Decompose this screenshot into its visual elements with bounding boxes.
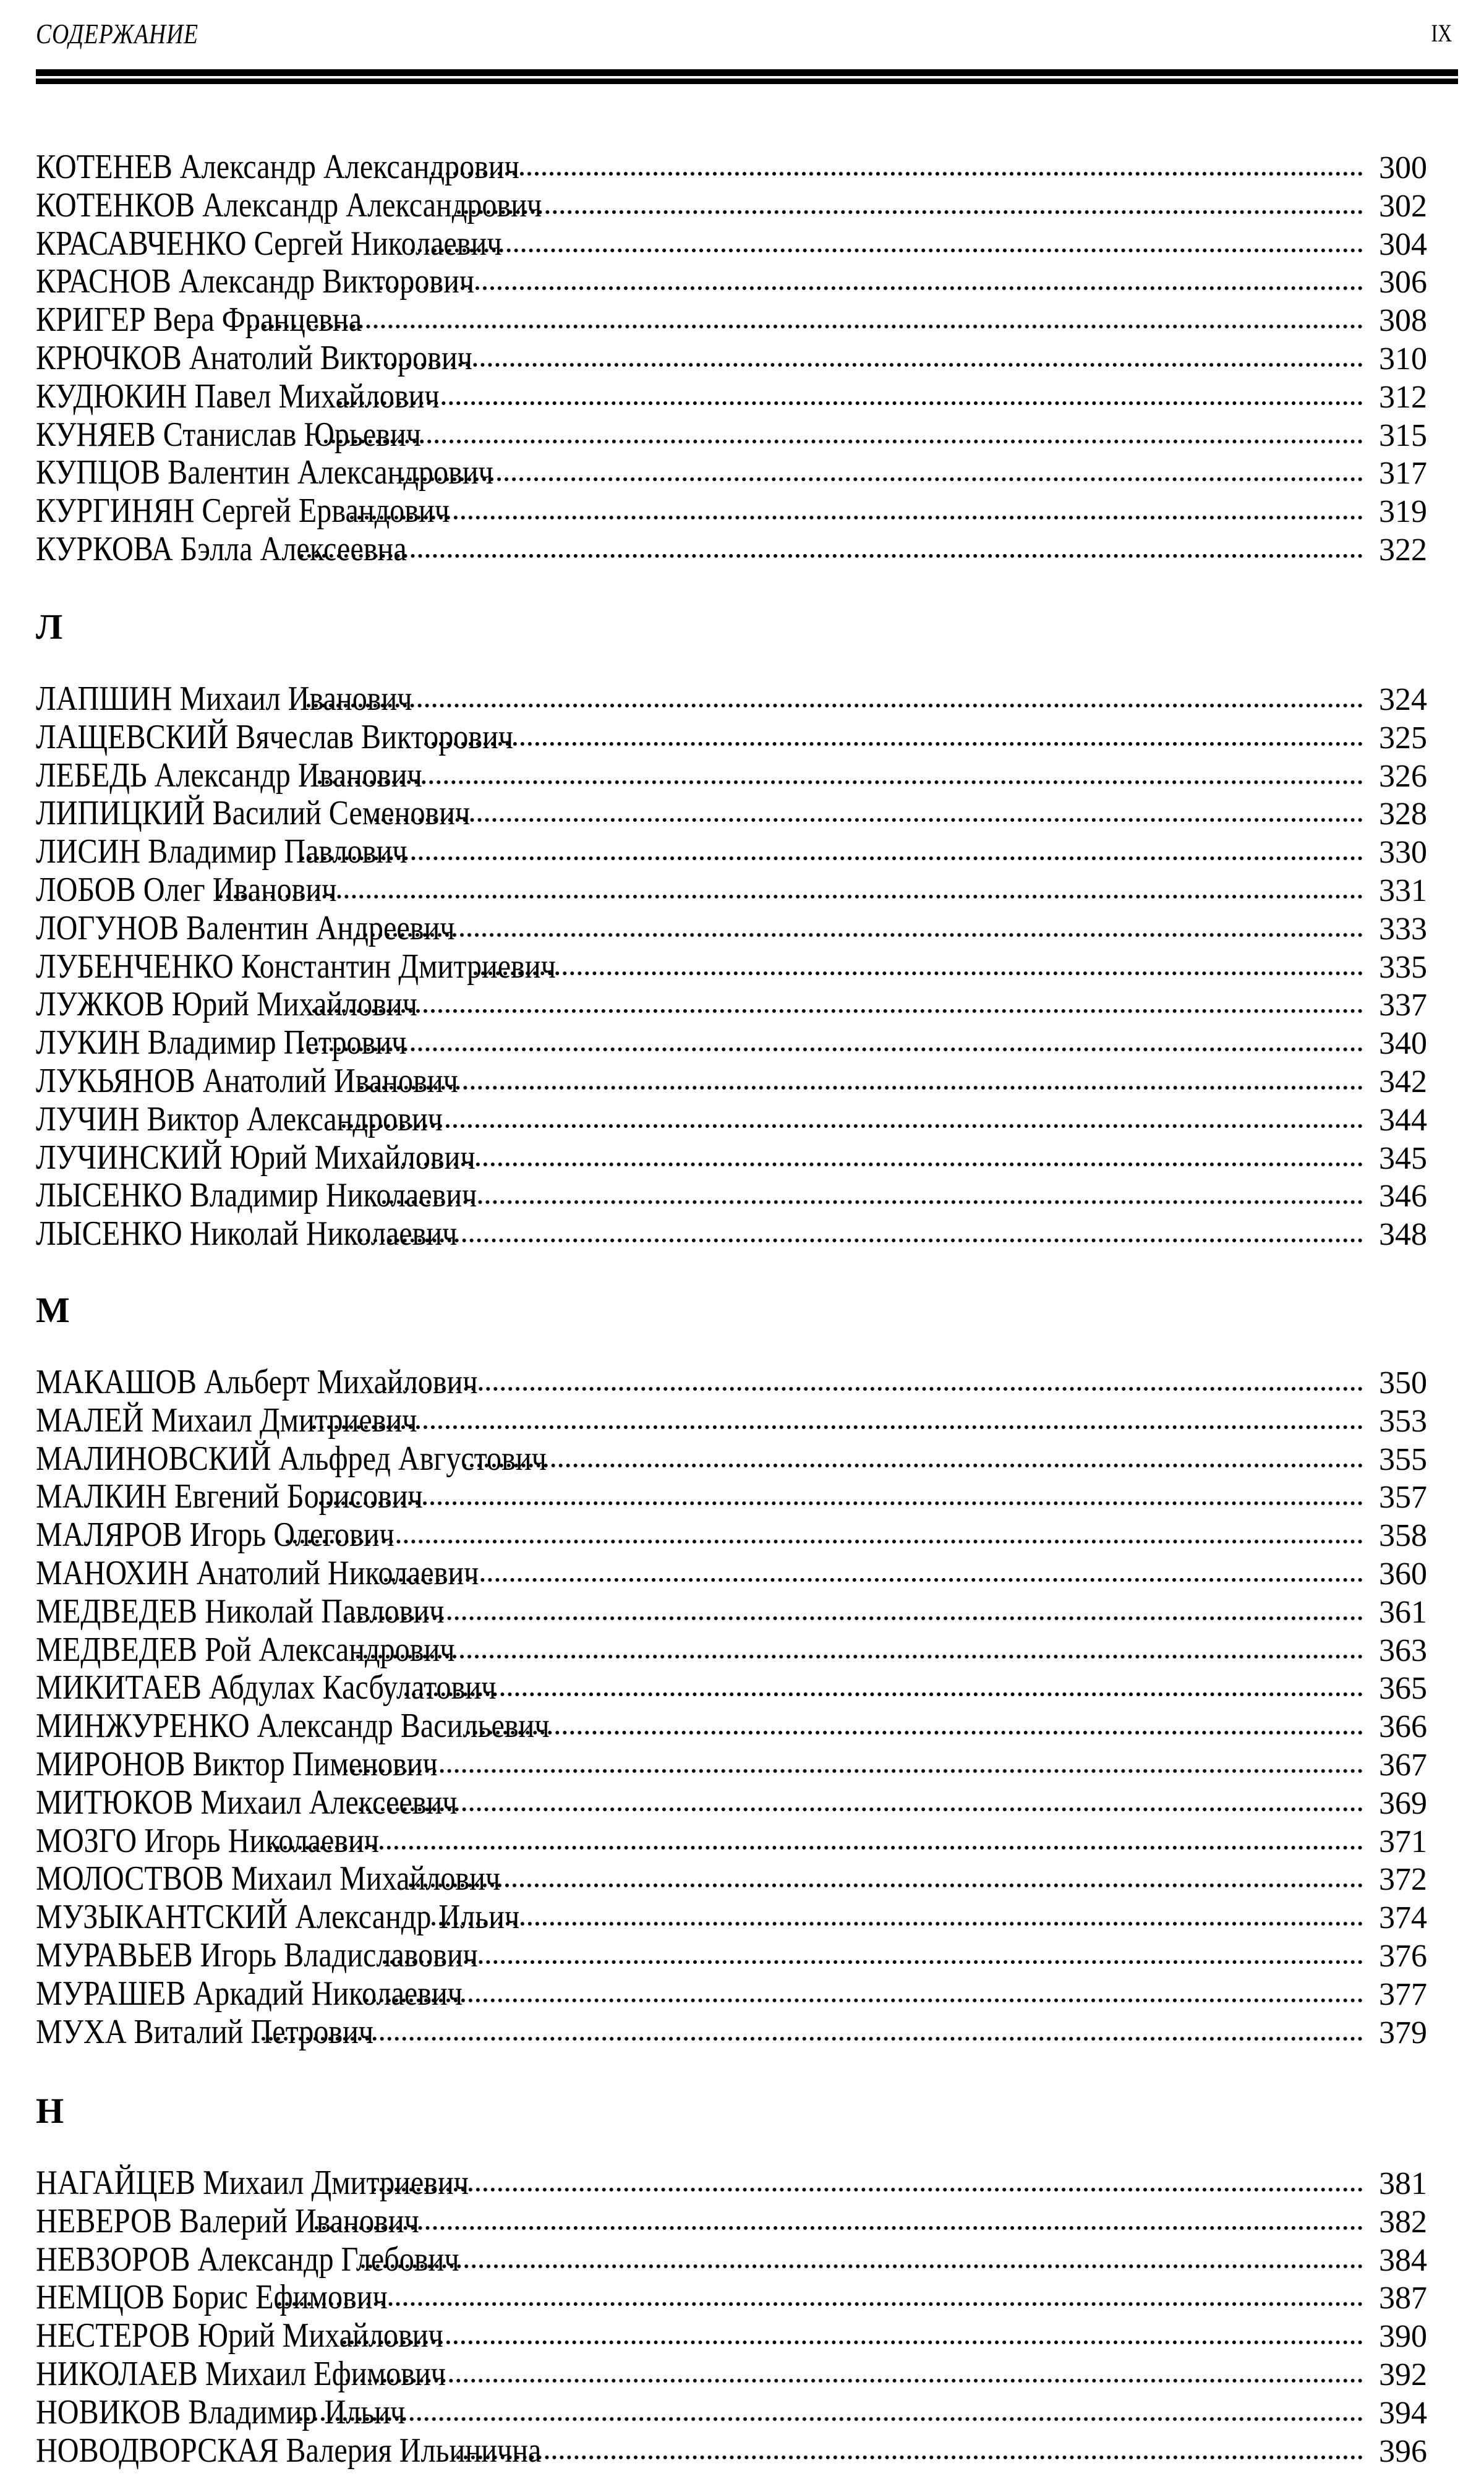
toc-entry[interactable]	[36, 1101, 1427, 1139]
toc-entry-page: 302	[1379, 188, 1427, 224]
toc-entry-page: 331	[1379, 873, 1427, 908]
toc-entry-page: 345	[1379, 1140, 1427, 1176]
dot-leader	[384, 1578, 1363, 1582]
toc-entry-name: НЕВЕРОВ Валерий Иванович	[36, 2201, 419, 2240]
dot-leader	[359, 1239, 1363, 1242]
dot-leader	[377, 363, 1363, 367]
section-letter-m: М	[36, 1290, 70, 1330]
toc-entry-name: МЕДВЕДЕВ Николай Павлович	[36, 1592, 445, 1631]
toc-entry-name: ЛАПШИН Михаил Иванович	[36, 680, 412, 718]
dot-leader	[307, 704, 1363, 707]
dot-leader	[342, 1124, 1363, 1128]
dot-leader	[401, 477, 1363, 481]
dot-leader	[312, 1009, 1363, 1013]
toc-entry[interactable]	[36, 1215, 1427, 1253]
dot-leader	[343, 2341, 1363, 2344]
toc-entry-page: 363	[1379, 1632, 1427, 1668]
toc-entry[interactable]	[36, 301, 1427, 339]
toc-entry-name: НОВОДВОРСКАЯ Валерия Ильинична	[36, 2431, 542, 2470]
toc-entry[interactable]	[36, 1707, 1427, 1746]
toc-entry-page: 371	[1379, 1824, 1427, 1859]
toc-entry-page: 367	[1379, 1747, 1427, 1783]
dot-leader	[361, 2264, 1363, 2268]
toc-entry-name: НЕВЗОРОВ Александр Глебович	[36, 2240, 459, 2279]
toc-entry[interactable]	[36, 1177, 1427, 1215]
toc-entry[interactable]	[36, 2013, 1427, 2052]
toc-entry[interactable]	[36, 1363, 1427, 1402]
toc-entry-page: 304	[1379, 226, 1427, 262]
running-title: СОДЕРЖАНИЕ	[36, 18, 198, 49]
toc-entry[interactable]	[36, 1860, 1427, 1898]
toc-entry[interactable]	[36, 1898, 1427, 1937]
header-rule-bottom	[36, 79, 1458, 84]
toc-entry-name: ЛУЧИНСКИЙ Юрий Михайлович	[36, 1138, 475, 1177]
section-letter-n: Н	[36, 2091, 64, 2131]
toc-entry[interactable]	[36, 1784, 1427, 1822]
toc-entry-name: МАЛЕЙ Михаил Дмитриевич	[36, 1401, 417, 1440]
toc-entry-page: 310	[1379, 341, 1427, 377]
toc-entry-page: 358	[1379, 1518, 1427, 1554]
toc-entry-page: 326	[1379, 758, 1427, 794]
toc-entry-name: МАЛКИН Евгений Борисович	[36, 1477, 423, 1516]
toc-entry-name: МАЛЯРОВ Игорь Олегович	[36, 1516, 394, 1555]
toc-entry[interactable]	[36, 1440, 1427, 1479]
toc-entry-name: КОТЕНЕВ Александр Александрович	[36, 148, 519, 186]
toc-entry-name: МУЗЫКАНТСКИЙ Александр Ильич	[36, 1898, 520, 1937]
toc-entry-name: КУПЦОВ Валентин Александрович	[36, 453, 493, 492]
dot-leader	[463, 1464, 1363, 1467]
toc-entry[interactable]	[36, 1822, 1427, 1861]
dot-leader	[360, 1086, 1363, 1090]
toc-entry[interactable]	[36, 986, 1427, 1024]
toc-entry-page: 392	[1379, 2357, 1427, 2392]
dot-leader	[301, 856, 1363, 860]
toc-entry-page: 390	[1379, 2319, 1427, 2355]
dot-leader	[432, 1922, 1363, 1926]
toc-entry-page: 353	[1379, 1403, 1427, 1439]
dot-leader	[379, 286, 1363, 290]
toc-entry[interactable]	[36, 2432, 1427, 2470]
toc-block-n	[36, 2164, 1427, 2470]
dot-leader	[356, 1655, 1363, 1658]
toc-entry[interactable]	[36, 1402, 1427, 1440]
toc-entry[interactable]	[36, 1555, 1427, 1593]
toc-entry-name: МАКАШОВ Альберт Михайлович	[36, 1363, 478, 1401]
toc-entry[interactable]	[36, 454, 1427, 492]
toc-entry-page: 396	[1379, 2433, 1427, 2469]
toc-entry-page: 306	[1379, 265, 1427, 301]
toc-entry-page: 357	[1379, 1480, 1427, 1516]
toc-entry[interactable]	[36, 757, 1427, 795]
toc-entry[interactable]	[36, 948, 1427, 986]
dot-leader	[404, 1692, 1363, 1696]
toc-entry[interactable]	[36, 531, 1427, 569]
header-rule-top	[36, 69, 1458, 76]
toc-entry-name: КРАСАВЧЕНКО Сергей Николаевич	[36, 224, 502, 263]
toc-entry[interactable]	[36, 492, 1427, 531]
toc-entry-name: МОЗГО Игорь Николаевич	[36, 1821, 380, 1860]
toc-entry[interactable]	[36, 339, 1427, 378]
toc-entry-name: КУДЮКИН Павел Михайлович	[36, 377, 440, 416]
dot-leader	[318, 780, 1363, 784]
dot-leader	[300, 1048, 1363, 1051]
toc-entry-name: НОВИКОВ Владимир Ильич	[36, 2392, 406, 2431]
toc-entry-page: 366	[1379, 1709, 1427, 1745]
toc-entry-name: ЛУЖКОВ Юрий Михайлович	[36, 985, 417, 1024]
toc-entry-page: 330	[1379, 835, 1427, 871]
dot-leader	[346, 2379, 1363, 2383]
toc-entry-page: 308	[1379, 303, 1427, 339]
toc-entry-name: ЛЕБЕДЬ Александр Иванович	[36, 756, 422, 795]
toc-entry-page: 317	[1379, 456, 1427, 492]
toc-entry-page: 335	[1379, 949, 1427, 985]
toc-entry-page: 360	[1379, 1556, 1427, 1592]
toc-entry[interactable]	[36, 833, 1427, 871]
toc-entry[interactable]	[36, 416, 1427, 454]
page-number: IX	[1431, 19, 1452, 47]
dot-leader	[315, 2226, 1363, 2230]
toc-entry[interactable]	[36, 2394, 1427, 2432]
toc-entry[interactable]	[36, 680, 1427, 719]
toc-entry-name: КОТЕНКОВ Александр Александрович	[36, 186, 542, 224]
toc-entry[interactable]	[36, 719, 1427, 757]
dot-leader	[262, 2037, 1363, 2041]
toc-entry[interactable]	[36, 148, 1427, 187]
toc-entry[interactable]	[36, 263, 1427, 301]
dot-leader	[431, 172, 1363, 176]
toc-entry-page: 377	[1379, 1976, 1427, 2012]
toc-entry[interactable]	[36, 1746, 1427, 1784]
dot-leader	[382, 1200, 1363, 1204]
toc-entry[interactable]	[36, 1631, 1427, 1670]
dot-leader	[359, 1807, 1363, 1811]
toc-entry-name: ЛОГУНОВ Валентин Андреевич	[36, 908, 455, 947]
dot-leader	[409, 1884, 1363, 1887]
toc-entry-page: 322	[1379, 532, 1427, 568]
toc-entry[interactable]	[36, 1669, 1427, 1707]
section-letter-l: Л	[36, 607, 63, 647]
toc-entry-name: ЛУЧИН Виктор Александрович	[36, 1099, 443, 1138]
dot-leader	[380, 1163, 1363, 1166]
toc-entry-name: КРАСНОВ Александр Викторович	[36, 262, 475, 301]
toc-entry-name: МАНОХИН Анатолий Николаевич	[36, 1553, 479, 1592]
toc-entry-page: 350	[1379, 1365, 1427, 1401]
toc-entry[interactable]	[36, 1593, 1427, 1631]
toc-entry[interactable]	[36, 1516, 1427, 1555]
toc-entry-page: 319	[1379, 494, 1427, 530]
dot-leader	[286, 1540, 1363, 1543]
toc-entry[interactable]	[36, 1478, 1427, 1516]
dot-leader	[356, 933, 1363, 937]
dot-leader	[383, 1387, 1363, 1391]
dot-leader	[365, 1999, 1363, 2002]
toc-entry-name: МИКИТАЕВ Абдулах Касбулатович	[36, 1668, 497, 1707]
dot-leader	[299, 2417, 1363, 2421]
toc-entry[interactable]	[36, 1062, 1427, 1101]
dot-leader	[317, 440, 1363, 443]
toc-entry-name: ЛИПИЦКИЙ Василий Семенович	[36, 794, 471, 833]
dot-leader	[219, 895, 1363, 898]
toc-entry[interactable]	[36, 1975, 1427, 2013]
dot-leader	[466, 1731, 1363, 1735]
toc-entry[interactable]	[36, 2317, 1427, 2355]
toc-entry-name: КРЮЧКОВ Анатолий Викторович	[36, 338, 472, 377]
dot-leader	[338, 401, 1363, 405]
toc-entry-page: 325	[1379, 720, 1427, 756]
toc-entry[interactable]	[36, 871, 1427, 910]
toc-entry-page: 324	[1379, 682, 1427, 717]
toc-entry-name: МЕДВЕДЕВ Рой Александрович	[36, 1630, 455, 1669]
toc-entry-page: 369	[1379, 1785, 1427, 1821]
toc-entry-page: 328	[1379, 796, 1427, 832]
dot-leader	[344, 1616, 1363, 1620]
toc-entry-page: 348	[1379, 1217, 1427, 1253]
toc-entry-page: 361	[1379, 1594, 1427, 1630]
dot-leader	[278, 2302, 1363, 2306]
toc-entry[interactable]	[36, 1937, 1427, 1975]
toc-entry-name: МУРАШЕВ Аркадий Николаевич	[36, 1974, 463, 2013]
toc-entry-page: 333	[1379, 911, 1427, 947]
toc-entry-page: 376	[1379, 1938, 1427, 1974]
toc-entry[interactable]	[36, 795, 1427, 833]
toc-entry-page: 384	[1379, 2242, 1427, 2278]
toc-entry-page: 381	[1379, 2166, 1427, 2201]
toc-block-k	[36, 148, 1427, 569]
dot-leader	[411, 249, 1363, 252]
dot-leader	[268, 1846, 1363, 1850]
toc-entry[interactable]	[36, 1139, 1427, 1177]
toc-entry-page: 365	[1379, 1671, 1427, 1707]
toc-entry-name: МОЛОСТВОВ Михаил Михайлович	[36, 1859, 501, 1898]
toc-entry-page: 355	[1379, 1441, 1427, 1477]
toc-entry-name: ЛЫСЕНКО Николай Николаевич	[36, 1214, 458, 1253]
toc-entry[interactable]	[36, 1024, 1427, 1062]
toc-entry-name: КРИГЕР Вера Францевна	[36, 301, 362, 339]
toc-entry[interactable]	[36, 187, 1427, 225]
toc-entry-name: КУРГИНЯН Сергей Ервандович	[36, 492, 450, 531]
toc-entry-name: НЕСТЕРОВ Юрий Михайлович	[36, 2316, 443, 2355]
toc-entry[interactable]	[36, 2164, 1427, 2203]
dot-leader	[350, 516, 1363, 519]
toc-entry-page: 387	[1379, 2281, 1427, 2316]
toc-entry-page: 394	[1379, 2395, 1427, 2431]
toc-entry-name: МИНЖУРЕНКО Александр Васильевич	[36, 1707, 550, 1746]
toc-entry-name: ЛУБЕНЧЕНКО Константин Дмитриевич	[36, 947, 556, 986]
toc-entry[interactable]	[36, 2203, 1427, 2241]
dot-leader	[336, 1769, 1363, 1773]
toc-entry-page: 382	[1379, 2204, 1427, 2240]
toc-entry-name: ЛЫСЕНКО Владимир Николаевич	[36, 1176, 477, 1215]
toc-entry-page: 340	[1379, 1026, 1427, 1062]
toc-entry-page: 346	[1379, 1179, 1427, 1214]
toc-entry-name: МИРОНОВ Виктор Пименович	[36, 1744, 438, 1783]
toc-entry[interactable]	[36, 225, 1427, 263]
toc-entry-page: 300	[1379, 150, 1427, 186]
toc-entry-name: ЛАЩЕВСКИЙ Вячеслав Викторович	[36, 717, 514, 756]
dot-leader	[457, 210, 1363, 214]
toc-entry-name: КУРКОВА Бэлла Алексеевна	[36, 529, 407, 568]
dot-leader	[424, 742, 1363, 746]
toc-entry-name: МУРАВЬЕВ Игорь Владиславович	[36, 1935, 478, 1974]
toc-block-l	[36, 680, 1427, 1253]
dot-leader	[474, 971, 1363, 975]
toc-entry[interactable]	[36, 378, 1427, 416]
dot-leader	[383, 1960, 1363, 1964]
toc-entry-page: 372	[1379, 1862, 1427, 1898]
dot-leader	[374, 818, 1363, 822]
toc-entry-name: ЛИСИН Владимир Павлович	[36, 832, 407, 871]
toc-entry-name: НАГАЙЦЕВ Михаил Дмитриевич	[36, 2164, 469, 2202]
dot-leader	[372, 2188, 1363, 2191]
toc-entry-name: НИКОЛАЕВ Михаил Ефимович	[36, 2354, 446, 2393]
toc-entry-page: 344	[1379, 1102, 1427, 1138]
toc-entry-page: 312	[1379, 379, 1427, 415]
toc-entry-name: НЕМЦОВ Борис Ефимович	[36, 2278, 388, 2317]
toc-entry-page: 374	[1379, 1900, 1427, 1936]
toc-entry-page: 379	[1379, 2015, 1427, 2050]
toc-entry-name: ЛУКИН Владимир Петрович	[36, 1023, 407, 1062]
toc-entry[interactable]	[36, 910, 1427, 948]
dot-leader	[312, 1425, 1363, 1429]
dot-leader	[319, 1501, 1363, 1505]
toc-entry-name: КУНЯЕВ Станислав Юрьевич	[36, 415, 422, 454]
toc-entry-name: МУХА Виталий Петрович	[36, 2012, 374, 2051]
toc-entry-page: 337	[1379, 988, 1427, 1023]
toc-entry[interactable]	[36, 2355, 1427, 2394]
dot-leader	[456, 2456, 1363, 2459]
toc-block-m	[36, 1363, 1427, 2051]
toc-entry-name: МИТЮКОВ Михаил Алексеевич	[36, 1783, 458, 1822]
toc-entry-name: МАЛИНОВСКИЙ Альфред Августович	[36, 1439, 547, 1478]
dot-leader	[300, 554, 1363, 558]
toc-entry-page: 315	[1379, 417, 1427, 453]
toc-entry[interactable]	[36, 2241, 1427, 2279]
toc-entry-name: ЛОБОВ Олег Иванович	[36, 870, 337, 909]
toc-entry-page: 342	[1379, 1064, 1427, 1099]
dot-leader	[248, 325, 1363, 328]
toc-entry-name: ЛУКЬЯНОВ Анатолий Иванович	[36, 1061, 458, 1100]
toc-entry[interactable]	[36, 2279, 1427, 2317]
